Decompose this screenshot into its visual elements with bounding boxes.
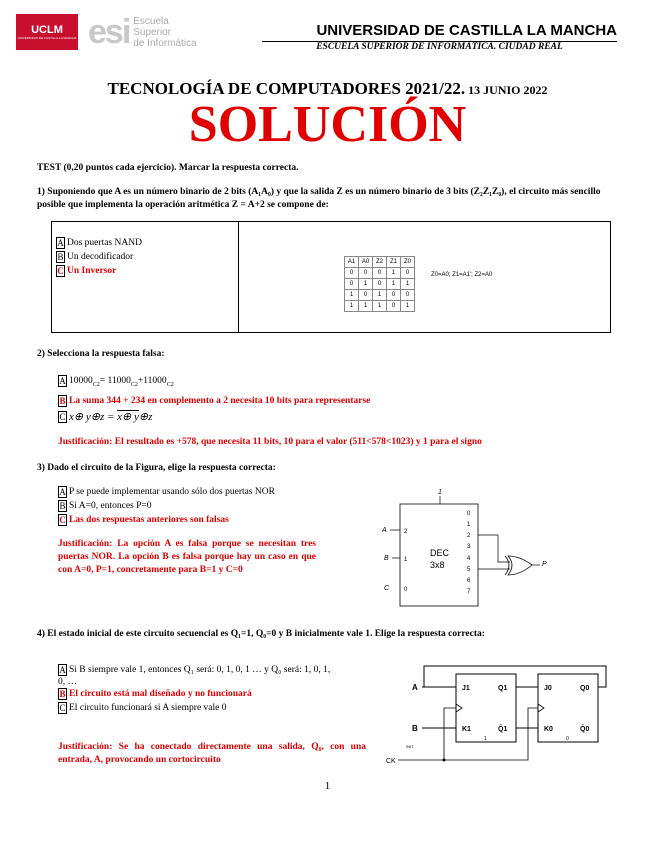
q1-text: 1) Suponiendo que A es un número binario de 2 bits (A₁A₀) y que la salida Z es un número binario de 3 bits (Z₂Z₁Z₀), el circuito más sencillo posible que implementa la operación aritmética Z = A+2 se compone de: (37, 187, 601, 210)
q2-option-a-part3: +11000 (137, 376, 167, 386)
q3-pin-out-1: 1 (467, 522, 471, 528)
q3-input-b: B (384, 555, 389, 562)
q1-truth-table (344, 256, 415, 312)
q3-output-p: P (542, 561, 547, 568)
q3-pin-out-3: 3 (467, 544, 471, 550)
q3-pin-out-7: 7 (467, 589, 471, 595)
q4-option-b[interactable] (58, 687, 330, 701)
q2-option-a-letter: A (59, 375, 66, 386)
q4-ff1-j: J1 (462, 685, 470, 692)
q1-table-row (345, 268, 415, 279)
q1-cell: 1 (359, 279, 373, 290)
q1-cell: 0 (359, 290, 373, 301)
q2-option-b[interactable] (58, 394, 370, 408)
q1-th-z0: Z0 (401, 257, 415, 268)
university-name: UNIVERSIDAD DE CASTILLA LA MANCHA (316, 22, 617, 39)
q1-cell: 1 (401, 279, 415, 290)
q2-option-c[interactable] (58, 410, 370, 424)
q1-cell: 0 (345, 268, 359, 279)
q3-pin-out-2: 2 (467, 533, 471, 539)
uclm-logo (16, 14, 78, 50)
q3-input-c: C (384, 585, 390, 592)
school-name: ESCUELA SUPERIOR DE INFORMÁTICA. CIUDAD REAL (316, 42, 563, 52)
q1-option-c-letter: C (57, 265, 64, 276)
q4-option-c-letter: C (59, 702, 66, 713)
esi-logo-mark: esi (88, 13, 130, 51)
q1-th-a0: A0 (359, 257, 373, 268)
exam-date: 13 JUNIO 2022 (465, 83, 548, 97)
q1-cell: 1 (345, 290, 359, 301)
q1-cell: 1 (387, 279, 401, 290)
q3-option-c-letter: C (59, 514, 66, 525)
q1-option-c-text: Un Inversor (67, 266, 117, 276)
q1-cell: 0 (373, 279, 387, 290)
q3-xor-arc (505, 556, 509, 575)
q4-flipflop-diagram (384, 660, 614, 770)
page-number: 1 (324, 780, 331, 792)
q4-justification: Justificación: Se ha conectado directamente una salida, Q₀, con una entrada, A, provocando un cortocircuito (58, 742, 366, 765)
q1-box (51, 221, 611, 333)
esi-line-3: de Informática (133, 37, 197, 49)
q3-pin-out-0: 0 (467, 511, 471, 517)
q3-pin-out-4: 4 (467, 556, 471, 562)
q4-option-a[interactable] (58, 663, 330, 677)
q3-text: 3) Dado el circuito de la Figura, elige la respuesta correcta: (37, 463, 276, 473)
q1-option-a[interactable] (56, 236, 142, 250)
q1-equation: Z0=A0; Z1=A1'; Z2=A0 (431, 272, 493, 278)
q1-table-row (345, 279, 415, 290)
q3-justification: Justificación: La opción A es falsa porque se necesitan tres puertas NOR. La opción B es falsa porque hay un caso en que con A=0, P=1, concretamente para B=1 y C=0 (58, 539, 316, 575)
q1-option-b-text: Un decodificador (67, 252, 134, 262)
q4-text: 4) El estado inicial de este circuito secuencial es Q₁=1, Q₀=0 y B inicialmente vale 1. Elige la respuesta correcta: (37, 629, 485, 639)
q3-wire-out2 (478, 535, 510, 562)
q2-justification: Justificación: El resultado es +578, que necesita 11 bits, 10 para el valor (511<578<1023) y 1 para el signo (58, 437, 482, 447)
q4-ff0-index: 0 (566, 736, 569, 742)
course-title-text: TECNOLOGÍA DE COMPUTADORES 2021/22. (107, 79, 466, 98)
q4-option-a-text-cont: 0, … (58, 677, 77, 687)
esi-logo (88, 14, 197, 50)
q1-th-z1: Z1 (387, 257, 401, 268)
q3-dec-label-2: 3x8 (430, 560, 445, 570)
q1-table-row (345, 290, 415, 301)
q1-cell: 1 (373, 290, 387, 301)
q4-option-c-text: El circuito funcionará si A siempre vale 0 (69, 703, 227, 713)
q4-ff0-q: Q0 (580, 685, 590, 692)
q1-option-a-text: Dos puertas NAND (67, 238, 142, 248)
q1-box-divider (238, 222, 239, 332)
test-intro: TEST (0,20 puntos cada ejercicio). Marcar la respuesta correcta. (37, 163, 299, 173)
q4-ff0-k: K0 (544, 726, 553, 733)
q1-th-a1: A1 (345, 257, 359, 268)
q2-option-c-letter: C (59, 412, 66, 423)
q1-th-z2: Z2 (373, 257, 387, 268)
q4-init-label: INIT (406, 744, 414, 749)
q4-option-a-text: Si B siempre vale 1, entonces Q₁ será: 0, 1, 0, 1 … y Q₀ será: 1, 0, 1, (69, 665, 331, 675)
q1-option-a-letter: A (57, 237, 64, 248)
q4-option-c[interactable] (58, 701, 330, 715)
uclm-logo-sub: UNIVERSIDAD DE CASTILLA-LA MANCHA (17, 36, 77, 40)
q1-cell: 0 (359, 268, 373, 279)
q4-option-a-letter: A (59, 664, 66, 675)
q3-input-a: A (382, 527, 387, 534)
q1-cell: 0 (345, 279, 359, 290)
q4-ff0-j: J0 (544, 685, 552, 692)
q3-pin-out-5: 5 (467, 567, 471, 573)
q1-table-row (345, 301, 415, 312)
q4-clock-junction (443, 759, 446, 762)
q3-option-b[interactable] (58, 499, 275, 513)
q4-ff1-q: Q1 (498, 685, 508, 692)
q2-option-a-sub1: C2 (92, 381, 100, 388)
q2-option-b-text: La suma 344 + 234 en complemento a 2 necesita 10 bits para representarse (69, 395, 371, 406)
q3-pin-in-0: 0 (404, 587, 408, 593)
q1-cell: 1 (387, 268, 401, 279)
q2-option-a-part1: 10000 (69, 376, 93, 386)
q3-pin-in-2: 2 (404, 529, 408, 535)
q1-table-header-row (345, 257, 415, 268)
q3-option-c[interactable] (58, 513, 275, 527)
q4-clock-label: CK (386, 758, 396, 765)
q4-ff1-index: 1 (484, 736, 487, 742)
q3-top-label: 1 (438, 489, 442, 496)
solution-title: SOLUCIÓN (188, 96, 467, 153)
q2-option-a-sub2: C2 (130, 381, 138, 388)
q4-ff0-qbar: Q̄0 (580, 726, 590, 733)
q4-input-b: B (412, 724, 418, 733)
q3-option-c-text: Las dos respuestas anteriores son falsas (69, 515, 229, 525)
q1-option-b[interactable] (56, 250, 142, 264)
q4-ff1-k: K1 (462, 726, 471, 733)
q3-or-gate (508, 556, 532, 575)
q1-cell: 0 (373, 268, 387, 279)
esi-line-2: Superior (133, 26, 172, 38)
q1-option-b-letter: B (57, 251, 64, 262)
q2-text: 2) Selecciona la respuesta falsa: (37, 349, 165, 359)
q2-option-a-sub3: C2 (166, 381, 174, 388)
uclm-logo-text: UCLM (31, 24, 63, 36)
q3-decoder-diagram (370, 484, 560, 610)
q3-dec-label-1: DEC (430, 548, 450, 558)
q1-cell: 0 (387, 290, 401, 301)
q4-option-b-letter: B (59, 688, 66, 699)
q1-cell: 1 (373, 301, 387, 312)
q2-option-a-part2: = 11000 (99, 376, 131, 386)
q4-ff1-qbar: Q̄1 (498, 726, 508, 733)
q1-cell: 0 (401, 290, 415, 301)
q4-clock-wire-1 (398, 708, 456, 760)
q3-option-b-text: Si A=0, entonces P=0 (69, 501, 152, 511)
q2-option-c-formula: x⊕ y⊕z = x⊕ y⊕z (69, 410, 153, 423)
q1-option-c[interactable] (56, 264, 142, 278)
q3-option-a-text: P se puede implementar usando sólo dos puertas NOR (69, 487, 275, 497)
q4-input-a: A (412, 683, 418, 692)
q1-cell: 0 (401, 268, 415, 279)
q1-cell: 1 (359, 301, 373, 312)
q2-option-a[interactable] (58, 374, 370, 392)
q2-option-b-letter: B (59, 395, 66, 406)
q3-option-a-letter: A (59, 486, 66, 497)
q3-option-a[interactable] (58, 485, 275, 499)
q4-option-b-text: El circuito está mal diseñado y no funcionará (69, 689, 252, 699)
q1-cell: 0 (387, 301, 401, 312)
q3-pin-out-6: 6 (467, 578, 471, 584)
q1-cell: 1 (345, 301, 359, 312)
q1-cell: 1 (401, 301, 415, 312)
q3-pin-in-1: 1 (404, 557, 408, 563)
q3-option-b-letter: B (59, 500, 66, 511)
esi-line-1: Escuela (133, 15, 169, 27)
